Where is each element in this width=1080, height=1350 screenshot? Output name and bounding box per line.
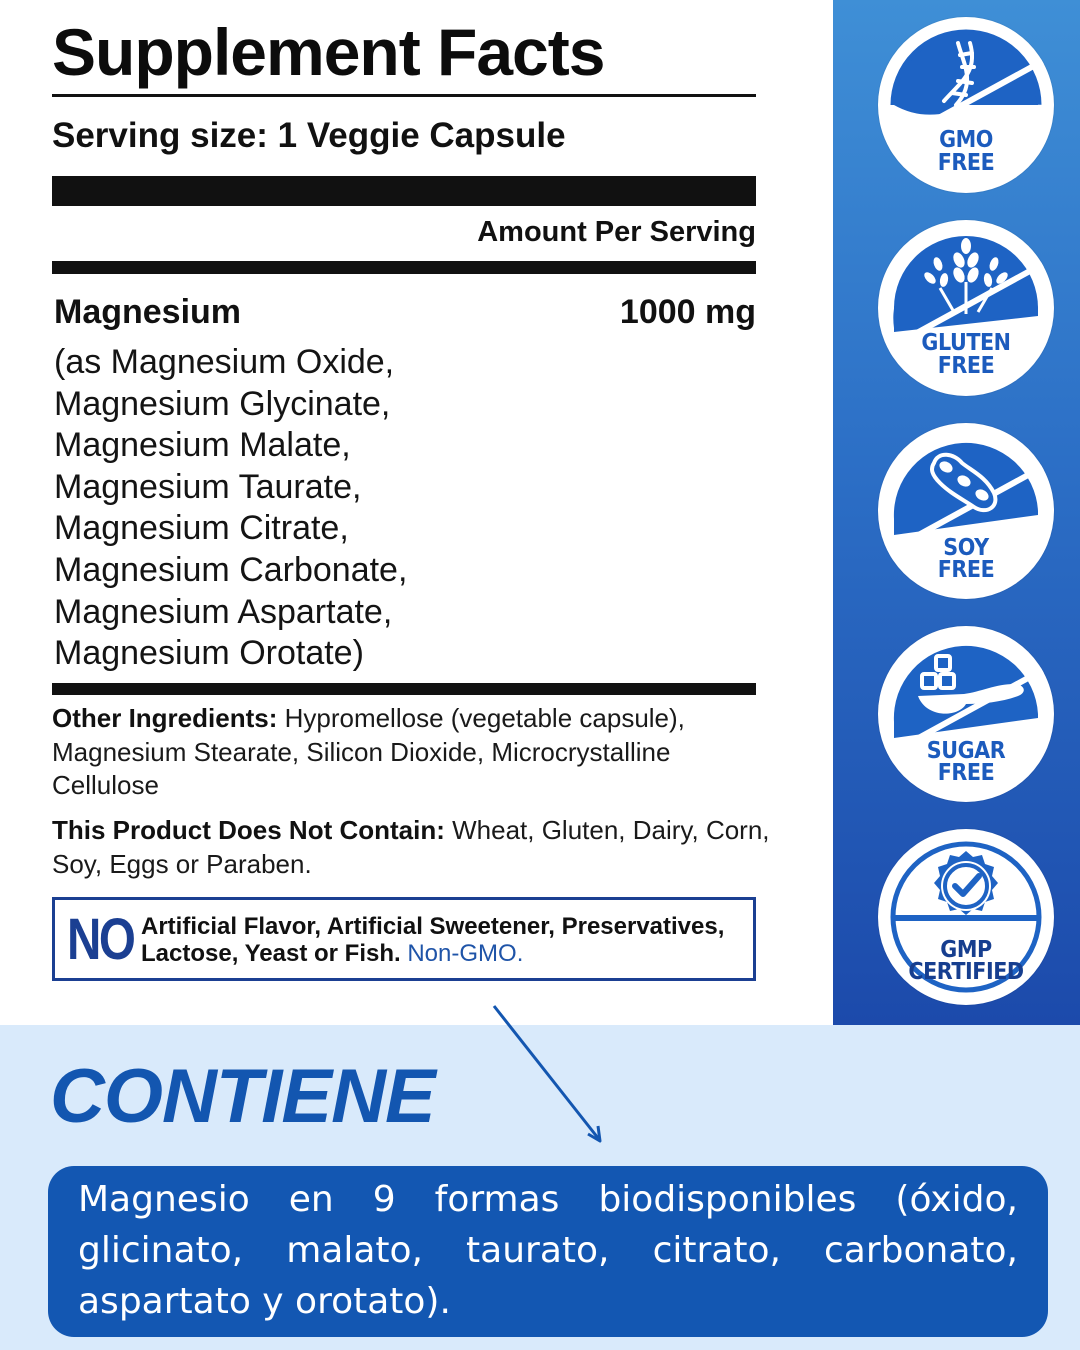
badge-label-line1: GLUTEN [921,330,1011,356]
badge-label-line1: GMP [940,937,992,963]
divider-medium [52,683,756,695]
does-not-contain-label: This Product Does Not Contain: [52,815,445,845]
nutrient-name: Magnesium [54,293,242,331]
list-item: Magnesium Citrate, [54,509,349,548]
facts-title: Supplement Facts [52,15,605,89]
badge-soy-free [878,423,1054,599]
no-artificial-line2-text: Lactose, Yeast or Fish. [141,940,408,967]
list-item: Magnesium Carbonate, [54,550,408,589]
badge-gluten-free [878,220,1054,396]
does-not-contain [52,814,772,881]
divider-thin [52,94,756,97]
list-item: Magnesium Orotate) [54,634,364,673]
list-item: Magnesium Glycinate, [54,384,391,423]
no-artificial-line2 [141,940,724,967]
other-ingredients-label: Other Ingredients: [52,703,278,733]
badge-sugar-free [878,626,1054,802]
no-artificial-box [52,897,756,981]
other-ingredients [52,702,772,803]
other-ingredients-text: Hypromellose (vegetable capsule), Magnesium Stearate, Silicon Dioxide, Microcrystalline Cellulose [52,703,685,800]
badge-label-line1: GMO [939,127,993,153]
description-box [48,1166,1048,1337]
badge-gmp-certified [878,829,1054,1005]
no-artificial-line1: Artificial Flavor, Artificial Sweetener, Preservatives, [141,913,725,940]
badge-label-line1: SUGAR [926,738,1006,764]
divider-thick [52,176,756,206]
description-text: Magnesio en 9 formas biodisponibles (óxido, glicinato, malato, taurato, citrato, carbonato, aspartato y orotato). [78,1179,1018,1322]
amount-per-serving-header: Amount Per Serving [477,216,756,248]
list-item: Magnesium Taurate, [54,467,362,506]
contiene-heading: CONTIENE [50,1054,435,1139]
badge-label-line2: FREE [937,557,995,583]
arrow-icon [480,998,620,1150]
magnesium-forms-list [54,342,574,675]
no-artificial-text [141,913,724,967]
divider-medium [52,261,756,274]
badge-label-line2: CERTIFIED [908,959,1024,985]
nutrient-amount: 1000 mg [619,293,756,331]
badge-label-line2: FREE [937,760,995,786]
serving-size: Serving size: 1 Veggie Capsule [52,116,566,155]
no-badge-text: NO [67,907,134,972]
list-item: Magnesium Malate, [54,426,351,465]
non-gmo-text: Non-GMO. [407,940,524,967]
badge-label-line2: FREE [937,353,995,379]
badge-column [833,0,1080,1025]
list-item: Magnesium Aspartate, [54,592,393,631]
badge-gmo-free [878,17,1054,193]
badge-label-line2: FREE [937,150,995,176]
list-item: (as Magnesium Oxide, [54,343,395,381]
badge-label-line1: SOY [943,535,989,561]
does-not-contain-text: Wheat, Gluten, Dairy, Corn, Soy, Eggs or Paraben. [52,815,770,879]
